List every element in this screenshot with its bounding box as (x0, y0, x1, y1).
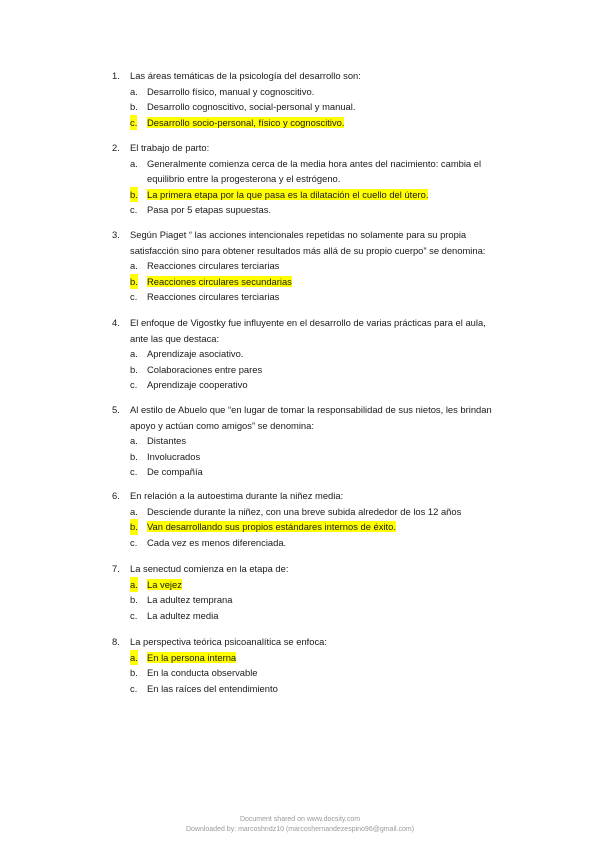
option-text: Reacciones circulares terciarias (147, 291, 280, 302)
option-text: Involucrados (147, 450, 201, 462)
question-stem: Las áreas temáticas de la psicología del desarrollo son: (130, 70, 361, 81)
option-letter: a. (130, 348, 138, 359)
option-letter: b. (130, 363, 138, 375)
option-letter: c. (130, 682, 138, 694)
question-stem: Según Piaget “ las acciones intencionales repetidas no solamente para su propia (130, 229, 467, 240)
option-text: En la persona interna (147, 651, 237, 663)
question-text (112, 140, 512, 156)
option-b-highlighted (112, 187, 512, 203)
question-text (112, 227, 512, 258)
option-text: Desciende durante la niñez, con una breve subida alrededor de los 12 años (147, 505, 462, 517)
option-text: Distantes (147, 435, 187, 446)
option-a (112, 504, 512, 520)
option-b (112, 665, 512, 681)
option-letter: b. (130, 667, 138, 678)
option-text: La adultez temprana (147, 594, 233, 605)
option-text: Reacciones circulares secundarias (147, 275, 292, 287)
option-text: De compañía (147, 466, 203, 477)
option-letter: b. (130, 450, 138, 462)
option-letter: b. (130, 594, 138, 605)
option-letter: b. (130, 274, 138, 290)
option-c (112, 681, 512, 697)
footer-shared-line: Document shared on www.docsity.com (239, 816, 361, 823)
option-letter: b. (130, 101, 138, 112)
option-text: La vejez (147, 578, 182, 590)
option-letter: a. (130, 435, 138, 446)
option-letter: c. (130, 204, 138, 215)
question-text (112, 488, 512, 504)
option-text: En la conducta observable (147, 667, 258, 678)
option-text: Colaboraciones entre pares (147, 363, 263, 375)
option-letter: c. (130, 536, 138, 548)
option-a (112, 346, 512, 362)
question-7 (112, 561, 512, 623)
option-text: Reacciones circulares terciarias (147, 260, 280, 271)
option-a (112, 258, 512, 274)
question-stem-continued: apoyo y actúan como amigos” se denomina: (130, 419, 314, 431)
option-text: Aprendizaje asociativo. (147, 348, 244, 359)
option-b (112, 99, 512, 115)
question-number: 2. (112, 142, 120, 153)
question-text (112, 402, 512, 433)
option-a-highlighted (112, 577, 512, 593)
question-number: 1. (112, 70, 120, 81)
option-letter: a. (130, 505, 138, 517)
option-letter: a. (130, 85, 138, 97)
option-b (112, 592, 512, 608)
option-letter: c. (130, 291, 138, 302)
option-a (112, 84, 512, 100)
question-number: 4. (112, 317, 120, 328)
option-letter: b. (130, 519, 138, 535)
option-text: Pasa por 5 etapas supuestas. (147, 204, 272, 215)
question-number: 6. (112, 490, 120, 501)
option-letter: a. (130, 157, 138, 169)
option-letter: c. (130, 609, 138, 621)
option-a (112, 156, 512, 187)
option-text: Desarrollo físico, manual y cognoscitivo. (147, 85, 315, 97)
option-c (112, 464, 512, 480)
question-5 (112, 402, 512, 480)
option-b-highlighted (112, 274, 512, 290)
footer-watermark (0, 815, 600, 835)
question-stem: El trabajo de parto: (130, 142, 210, 153)
question-3 (112, 227, 512, 305)
option-c (112, 535, 512, 551)
question-number: 8. (112, 636, 120, 647)
option-letter: a. (130, 260, 138, 271)
option-c (112, 377, 512, 393)
question-number: 5. (112, 404, 120, 415)
question-number: 3. (112, 229, 120, 240)
footer-downloaded-line: Downloaded by: marcoshndz10 (marcoshernandezespino96@gmail.com) (185, 826, 415, 833)
option-text: Generalmente comienza cerca de la media hora antes del nacimiento: cambia el (147, 157, 482, 169)
question-text (112, 561, 512, 577)
question-text (112, 634, 512, 650)
option-text: La primera etapa por la que pasa es la dilatación el cuello del útero. (147, 188, 429, 200)
option-b (112, 362, 512, 378)
question-1 (112, 68, 512, 130)
question-8 (112, 634, 512, 696)
option-letter: c. (130, 115, 137, 131)
question-6 (112, 488, 512, 550)
question-4 (112, 315, 512, 393)
question-stem-continued: satisfacción sino para obtener resultados más allá de su propio cuerpo” se denomina: (130, 244, 486, 256)
option-text: Cada vez es menos diferenciada. (147, 536, 287, 548)
option-letter: a. (130, 577, 138, 593)
option-text: En las raíces del entendimiento (147, 682, 278, 694)
option-b (112, 449, 512, 465)
option-c (112, 608, 512, 624)
option-text: Desarrollo cognoscitivo, social-personal y manual. (147, 101, 356, 112)
question-stem: El enfoque de Vigostky fue influyente en el desarrollo de varias prácticas para el aula, (130, 317, 486, 328)
question-stem: La senectud comienza en la etapa de: (130, 563, 289, 574)
option-text: Desarrollo socio-personal, físico y cognoscitivo. (147, 116, 345, 128)
question-2 (112, 140, 512, 218)
question-stem: Al estilo de Abuelo que “en lugar de tomar la responsabilidad de sus nietos, les brindan (130, 404, 492, 415)
option-b-highlighted (112, 519, 512, 535)
question-stem: En relación a la autoestima durante la niñez media: (130, 490, 344, 501)
option-c-highlighted (112, 115, 512, 131)
question-text (112, 68, 512, 84)
option-letter: c. (130, 466, 138, 477)
option-letter: a. (130, 650, 138, 666)
option-letter: c. (130, 379, 138, 390)
option-text: Van desarrollando sus propios estándares internos de éxito. (147, 521, 396, 532)
question-stem-continued: ante las que destaca: (130, 332, 220, 344)
option-c (112, 202, 512, 218)
option-text: Aprendizaje cooperativo (147, 379, 248, 390)
option-c (112, 289, 512, 305)
option-a-highlighted (112, 650, 512, 666)
question-text (112, 315, 512, 346)
option-text-continued: equilibrio entre la progesterona y el estrógeno. (147, 173, 341, 184)
option-letter: b. (130, 187, 138, 203)
option-a (112, 433, 512, 449)
question-stem: La perspectiva teórica psicoanalítica se enfoca: (130, 636, 327, 647)
question-number: 7. (112, 563, 120, 574)
option-text: La adultez media (147, 609, 219, 621)
